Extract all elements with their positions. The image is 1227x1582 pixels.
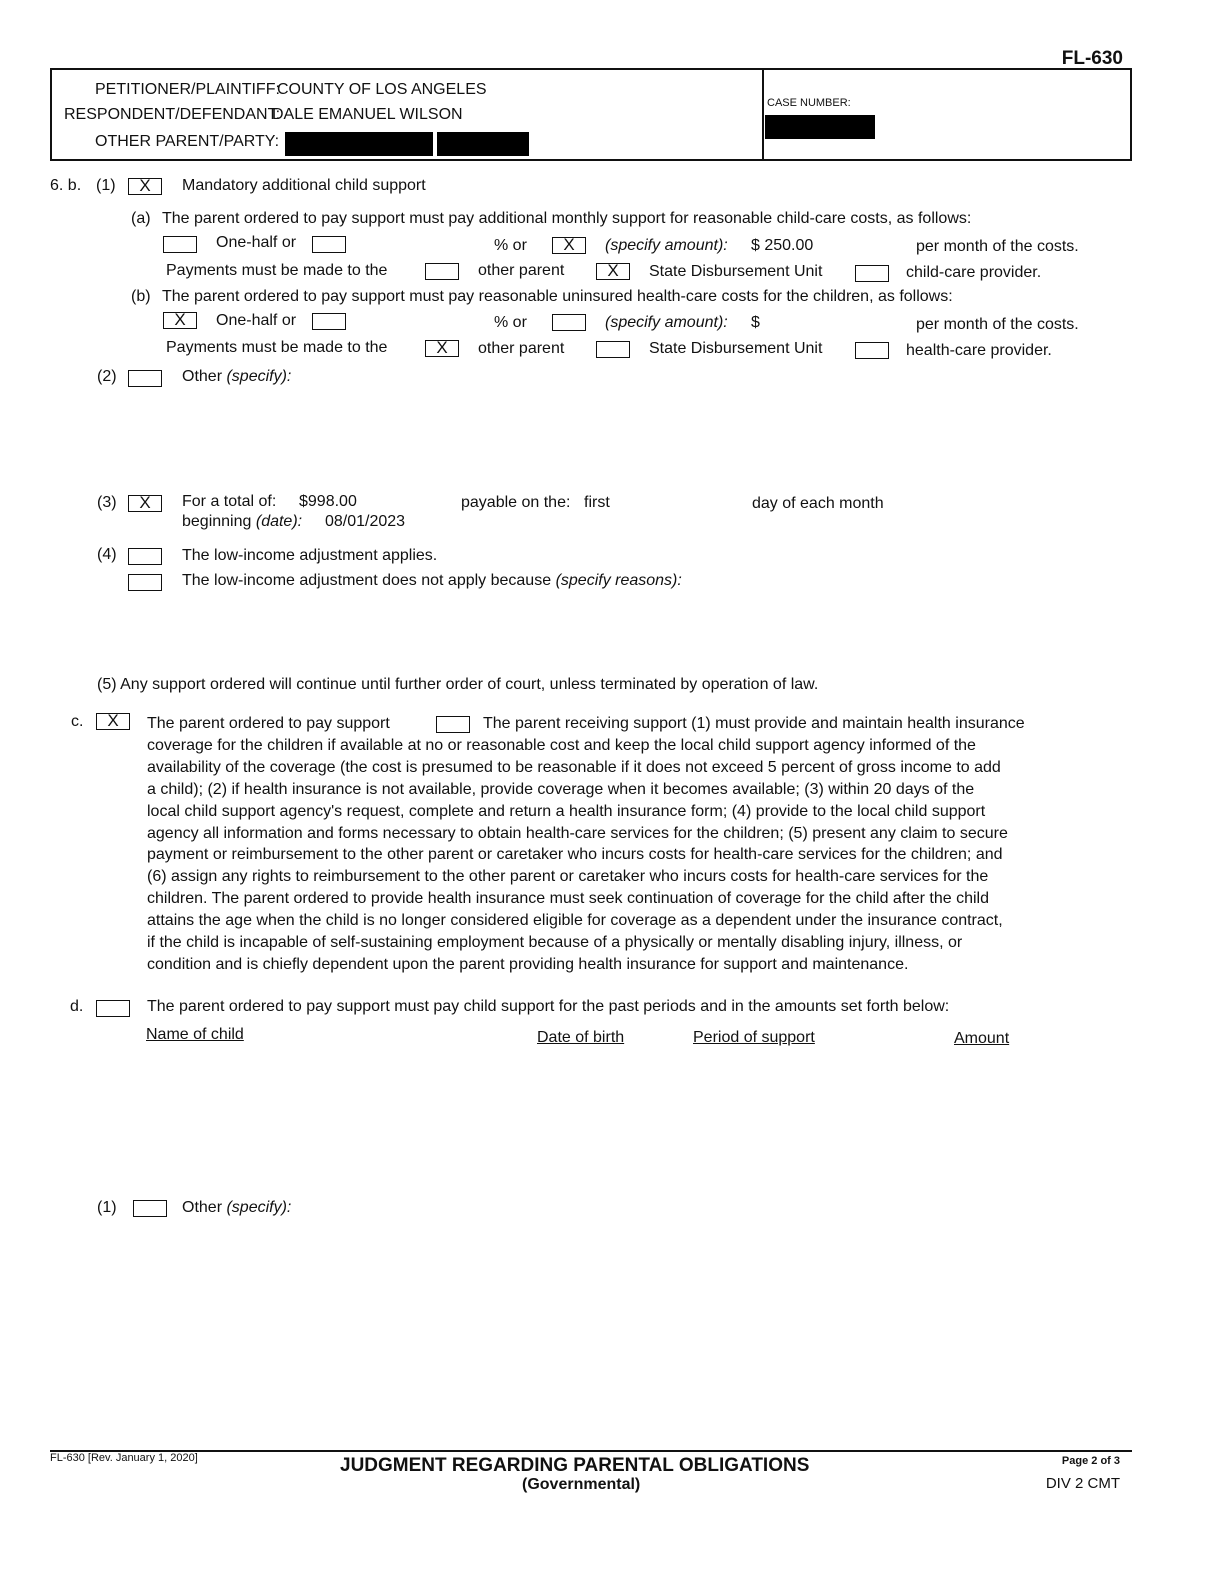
c-line: condition and is chiefly dependent upon the parent providing health insurance for support and maintenance. xyxy=(147,955,909,973)
footer-subtitle: (Governmental) xyxy=(522,1476,641,1493)
a-per-month: per month of the costs. xyxy=(916,238,1079,255)
col-period-of-support: Period of support xyxy=(693,1029,815,1046)
item-6b2-number: (2) xyxy=(97,368,117,385)
c-line: children. The parent ordered to provide health insurance must seek continuation of coverage for the child after the child xyxy=(147,890,989,908)
b-percent-or: % or xyxy=(494,314,527,331)
caption-divider xyxy=(762,70,764,159)
beginning-label: beginning (date): xyxy=(182,513,303,530)
lowincome-not-applies-checkbox[interactable] xyxy=(128,574,162,591)
b-sdu-checkbox[interactable] xyxy=(596,341,630,358)
c-line: local child support agency's request, complete and return a health insurance form; (4) provide to the local child support xyxy=(147,802,986,820)
item-a-label: (a) xyxy=(131,210,151,227)
item-6d-label: d. xyxy=(70,998,84,1015)
respondent-value: DALE EMANUEL WILSON xyxy=(272,106,463,123)
item-6b3-number: (3) xyxy=(97,494,117,511)
d-past-support-checkbox[interactable] xyxy=(96,1000,130,1017)
item-6b5-text: (5) Any support ordered will continue until further order of court, unless terminated by operation of law. xyxy=(97,676,819,693)
payable-value: first xyxy=(584,494,610,511)
item-6c-label: c. xyxy=(71,713,84,730)
total-checkbox[interactable]: X xyxy=(128,495,162,512)
a-sdu-label: State Disbursement Unit xyxy=(649,263,823,280)
c-line: payment or reimbursement to the other parent or caretaker who incurs costs for health-care services for the children; and xyxy=(147,846,1003,864)
mandatory-support-label: Mandatory additional child support xyxy=(182,177,426,194)
a-percent-or: % or xyxy=(494,237,527,254)
c-line: a child); (2) if health insurance is not available, provide coverage when it becomes available; (3) within 20 days of the xyxy=(147,780,975,798)
c-line: coverage for the children if available at no or reasonable cost and keep the local child support agency informed of the xyxy=(147,736,976,754)
b-healthcare-provider-checkbox[interactable] xyxy=(855,342,889,359)
respondent-label: RESPONDENT/DEFENDANT: xyxy=(64,106,281,123)
b-per-month: per month of the costs. xyxy=(916,316,1079,333)
c-line: agency all information and forms necessary to obtain health-care services for the children; (5) present any claim to secure xyxy=(147,824,1008,842)
footer-title: JUDGMENT REGARDING PARENTAL OBLIGATIONS xyxy=(340,1455,810,1476)
a-payments-label: Payments must be made to the xyxy=(166,262,388,279)
c-paying-parent-checkbox[interactable]: X xyxy=(96,713,130,730)
c-line: availability of the coverage (the cost is presumed to be reasonable if it does not exceed 5 percent of gross income to add xyxy=(147,758,1001,776)
col-date-of-birth: Date of birth xyxy=(537,1029,625,1046)
b2-other-label: Other (specify): xyxy=(182,368,292,385)
c-line: attains the age when the child is no longer considered eligible for coverage as a dependent under the insurance contract, xyxy=(147,912,1003,930)
b-other-parent-checkbox[interactable]: X xyxy=(425,340,459,357)
b-specify-amount-checkbox[interactable] xyxy=(552,314,586,331)
b-payments-label: Payments must be made to the xyxy=(166,339,388,356)
other-parent-label: OTHER PARENT/PARTY: xyxy=(95,133,280,150)
a-amount-value: $ 250.00 xyxy=(751,237,814,254)
col-name-of-child: Name of child xyxy=(146,1026,244,1043)
d1-other-label: Other (specify): xyxy=(182,1199,292,1216)
a-other-parent-checkbox[interactable] xyxy=(425,263,459,280)
col-amount: Amount xyxy=(954,1030,1010,1047)
payable-label: payable on the: xyxy=(461,494,571,511)
item-b-text: The parent ordered to pay support must pay reasonable uninsured health-care costs for the children, as follows: xyxy=(162,288,953,305)
lowincome-applies-checkbox[interactable] xyxy=(128,548,162,565)
item-a-text: The parent ordered to pay support must pay additional monthly support for reasonable child-care costs, as follows: xyxy=(162,210,972,227)
item-6b1-number: (1) xyxy=(96,177,116,194)
c-line: (6) assign any rights to reimbursement to the other parent or caretaker who incurs costs for health-care services for the xyxy=(147,868,989,886)
lowincome-not-applies-label: The low-income adjustment does not apply because (specify reasons): xyxy=(182,572,682,589)
footer-page: Page 2 of 3 xyxy=(1061,1455,1120,1467)
footer-form-rev: FL-630 [Rev. January 1, 2020] xyxy=(50,1452,198,1464)
item-6d1-number: (1) xyxy=(97,1199,117,1216)
lowincome-applies-label: The low-income adjustment applies. xyxy=(182,547,438,564)
b-other-parent-label: other parent xyxy=(478,340,565,357)
a-specify-amount-label: (specify amount): xyxy=(605,237,728,254)
footer-rule xyxy=(50,1450,1132,1452)
b2-other-checkbox[interactable] xyxy=(128,370,162,387)
b-one-half-checkbox[interactable]: X xyxy=(163,312,197,329)
day-each-month: day of each month xyxy=(752,495,884,512)
a-one-half-label: One-half or xyxy=(216,234,297,251)
a-sdu-checkbox[interactable]: X xyxy=(596,263,630,280)
redaction-bar xyxy=(437,132,529,156)
b-one-half-label: One-half or xyxy=(216,312,297,329)
form-number: FL-630 xyxy=(1061,48,1123,69)
b-amount-value: $ xyxy=(751,314,760,331)
b-percent-checkbox[interactable] xyxy=(312,313,346,330)
petitioner-value: COUNTY OF LOS ANGELES xyxy=(277,81,487,98)
b-sdu-label: State Disbursement Unit xyxy=(649,340,823,357)
a-one-half-checkbox[interactable] xyxy=(163,236,197,253)
a-specify-amount-checkbox[interactable]: X xyxy=(552,237,586,254)
c-line1-b: The parent receiving support (1) must provide and maintain health insurance xyxy=(483,715,1025,732)
item-6c-paragraph xyxy=(147,713,1112,976)
item-b-label: (b) xyxy=(131,288,151,305)
b-healthcare-provider-label: health-care provider. xyxy=(906,342,1052,359)
mandatory-support-checkbox[interactable]: X xyxy=(128,178,162,195)
redaction-bar xyxy=(765,115,875,139)
beginning-value: 08/01/2023 xyxy=(325,513,406,530)
total-label: For a total of: xyxy=(182,493,277,510)
total-value: $998.00 xyxy=(299,493,357,510)
a-other-parent-label: other parent xyxy=(478,262,565,279)
item-6b-number: 6. b. xyxy=(50,177,82,194)
b-specify-amount-label: (specify amount): xyxy=(605,314,728,331)
a-childcare-provider-label: child-care provider. xyxy=(906,264,1042,281)
case-number-label: CASE NUMBER: xyxy=(767,97,851,109)
footer-div: DIV 2 CMT xyxy=(1045,1475,1120,1492)
item-6b4-number: (4) xyxy=(97,546,117,563)
c-line1-a: The parent ordered to pay support xyxy=(147,715,390,732)
d1-other-checkbox[interactable] xyxy=(133,1200,167,1217)
petitioner-label: PETITIONER/PLAINTIFF: xyxy=(95,81,280,98)
a-percent-checkbox[interactable] xyxy=(312,236,346,253)
redaction-bar xyxy=(285,132,433,156)
a-childcare-provider-checkbox[interactable] xyxy=(855,265,889,282)
item-6d-text: The parent ordered to pay support must pay child support for the past periods and in the amounts set forth below: xyxy=(147,998,950,1015)
c-line: if the child is incapable of self-sustaining employment because of a physically or mentally disabling injury, illness, or xyxy=(147,934,963,952)
